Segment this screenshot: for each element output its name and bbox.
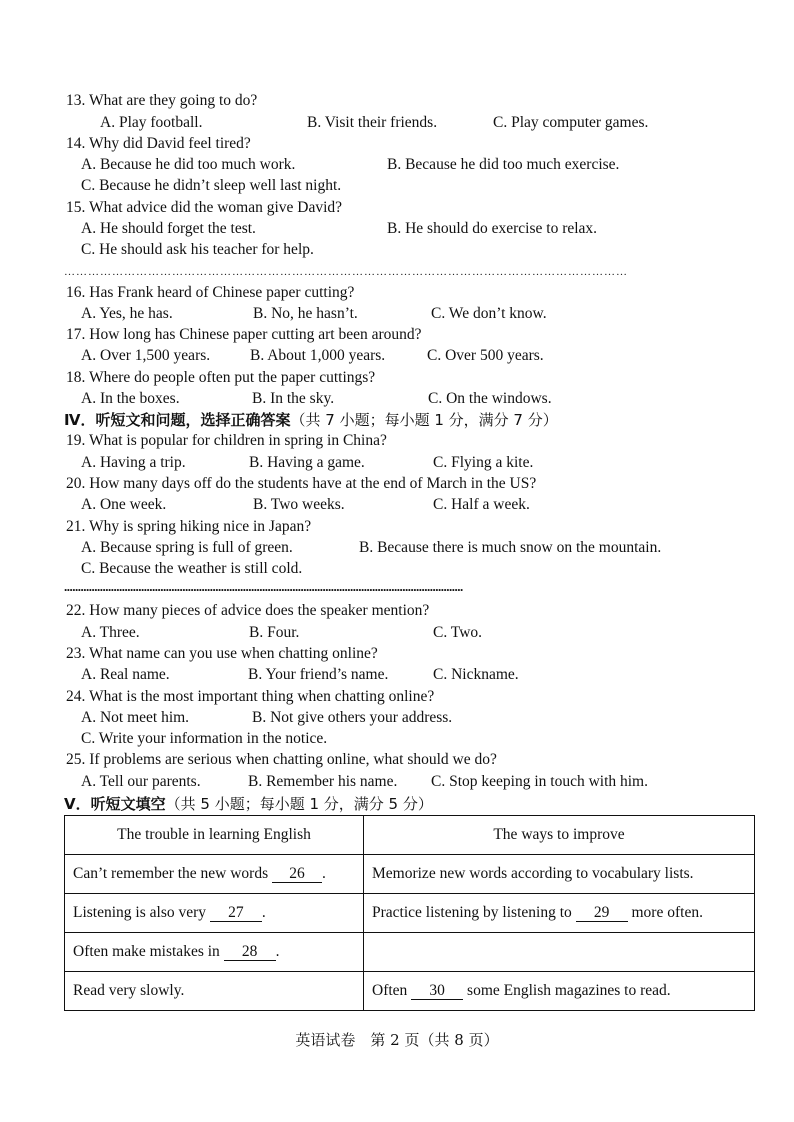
- q25-option-c: C. Stop keeping in touch with him.: [431, 773, 648, 790]
- cell-text: .: [261, 904, 266, 921]
- q22-option-a: A. Three.: [81, 624, 140, 641]
- question-22: 22. How many pieces of advice does the speaker mention?: [66, 602, 430, 619]
- header-ways: The ways to improve: [364, 816, 755, 855]
- cell-text: more often.: [627, 904, 703, 921]
- question-24: 24. What is the most important thing when chatting online?: [66, 688, 435, 705]
- q23-option-a: A. Real name.: [81, 666, 170, 683]
- table-row: [65, 894, 755, 933]
- q13-option-a: A. Play football.: [100, 114, 203, 131]
- q25-option-a: A. Tell our parents.: [81, 773, 201, 790]
- section-v-heading: [64, 794, 433, 814]
- q15-option-c: C. He should ask his teacher for help.: [81, 241, 314, 258]
- blank-28: 28: [224, 944, 276, 961]
- q18-option-c: C. On the windows.: [428, 390, 552, 407]
- blank-26: 26: [272, 866, 322, 883]
- table-row: [65, 933, 755, 972]
- q13-option-b: B. Visit their friends.: [307, 114, 438, 131]
- fill-in-table: [64, 815, 755, 1011]
- cell-text: Can’t remember the new words: [73, 865, 273, 882]
- cell-way-3-empty: [364, 933, 755, 972]
- section-iv-note: （共 7 小题；每小题 1 分，满分 7 分）: [290, 411, 558, 429]
- q15-option-a: A. He should forget the test.: [81, 220, 256, 237]
- q22-option-c: C. Two.: [433, 624, 483, 641]
- section-v-note: （共 5 小题；每小题 1 分，满分 5 分）: [165, 795, 433, 813]
- cell-trouble-1: [65, 855, 364, 894]
- q16-option-c: C. We don’t know.: [431, 305, 547, 322]
- q13-option-c: C. Play computer games.: [493, 114, 649, 131]
- q16-option-a: A. Yes, he has.: [81, 305, 173, 322]
- question-20: 20. How many days off do the students have at the end of March in the US?: [66, 475, 537, 492]
- q17-option-a: A. Over 1,500 years.: [81, 347, 211, 364]
- question-18: 18. Where do people often put the paper cuttings?: [66, 369, 376, 386]
- cell-way-4: [364, 972, 755, 1011]
- separator-dotted: ……………………………………………………………………………………………………………………………: [64, 266, 628, 278]
- question-21: 21. Why is spring hiking nice in Japan?: [66, 518, 312, 535]
- cell-trouble-2: [65, 894, 364, 933]
- blank-27: 27: [210, 905, 262, 922]
- q15-option-b: B. He should do exercise to relax.: [387, 220, 598, 237]
- table-row: [65, 972, 755, 1011]
- cell-text: Often make mistakes in: [73, 943, 224, 960]
- q18-option-b: B. In the sky.: [252, 390, 335, 407]
- header-trouble: The trouble in learning English: [65, 816, 364, 855]
- table-row: [65, 855, 755, 894]
- blank-30: 30: [411, 983, 463, 1000]
- cell-trouble-4: Read very slowly.: [65, 972, 364, 1011]
- section-v-title: Ⅴ．听短文填空: [64, 795, 166, 813]
- question-23: 23. What name can you use when chatting online?: [66, 645, 378, 662]
- cell-text: some English magazines to read.: [463, 982, 671, 999]
- cell-text: .: [275, 943, 280, 960]
- cell-way-1: Memorize new words according to vocabulary lists.: [364, 855, 755, 894]
- question-15: 15. What advice did the woman give David?: [66, 199, 343, 216]
- question-19: 19. What is popular for children in spring in China?: [66, 432, 387, 449]
- cell-text: Often: [372, 982, 412, 999]
- question-16: 16. Has Frank heard of Chinese paper cutting?: [66, 284, 355, 301]
- q19-option-a: A. Having a trip.: [81, 454, 186, 471]
- q14-option-b: B. Because he did too much exercise.: [387, 156, 620, 173]
- q17-option-b: B. About 1,000 years.: [250, 347, 386, 364]
- q24-option-b: B. Not give others your address.: [252, 709, 453, 726]
- q21-option-b: B. Because there is much snow on the mountain.: [359, 539, 662, 556]
- q14-option-c: C. Because he didn’t sleep well last night.: [81, 177, 342, 194]
- question-25: 25. If problems are serious when chatting online, what should we do?: [66, 751, 497, 768]
- table-header-row: [65, 816, 755, 855]
- q14-option-a: A. Because he did too much work.: [81, 156, 296, 173]
- cell-way-2: [364, 894, 755, 933]
- cell-trouble-3: [65, 933, 364, 972]
- q18-option-a: A. In the boxes.: [81, 390, 180, 407]
- q25-option-b: B. Remember his name.: [248, 773, 398, 790]
- separator-dotted-bold: .................................................................................................................................................: [64, 580, 463, 594]
- q17-option-c: C. Over 500 years.: [427, 347, 544, 364]
- q20-option-c: C. Half a week.: [433, 496, 530, 513]
- cell-text: Practice listening by listening to: [372, 904, 576, 921]
- q22-option-b: B. Four.: [249, 624, 300, 641]
- page-footer: 英语试卷 第 2 页（共 8 页）: [295, 1031, 499, 1049]
- q21-option-a: A. Because spring is full of green.: [81, 539, 293, 556]
- question-17: 17. How long has Chinese paper cutting art been around?: [66, 326, 422, 343]
- q19-option-b: B. Having a game.: [249, 454, 365, 471]
- blank-29: 29: [576, 905, 628, 922]
- section-iv-title: Ⅳ．听短文和问题，选择正确答案: [64, 411, 291, 429]
- q24-option-c: C. Write your information in the notice.: [81, 730, 328, 747]
- q20-option-b: B. Two weeks.: [253, 496, 345, 513]
- q19-option-c: C. Flying a kite.: [433, 454, 534, 471]
- cell-text: .: [322, 865, 326, 882]
- q16-option-b: B. No, he hasn’t.: [253, 305, 358, 322]
- section-iv-heading: [64, 410, 558, 430]
- q20-option-a: A. One week.: [81, 496, 167, 513]
- q21-option-c: C. Because the weather is still cold.: [81, 560, 303, 577]
- question-13: 13. What are they going to do?: [66, 92, 258, 109]
- q24-option-a: A. Not meet him.: [81, 709, 190, 726]
- cell-text: Listening is also very: [73, 904, 210, 921]
- q23-option-b: B. Your friend’s name.: [248, 666, 389, 683]
- question-14: 14. Why did David feel tired?: [66, 135, 251, 152]
- q23-option-c: C. Nickname.: [433, 666, 519, 683]
